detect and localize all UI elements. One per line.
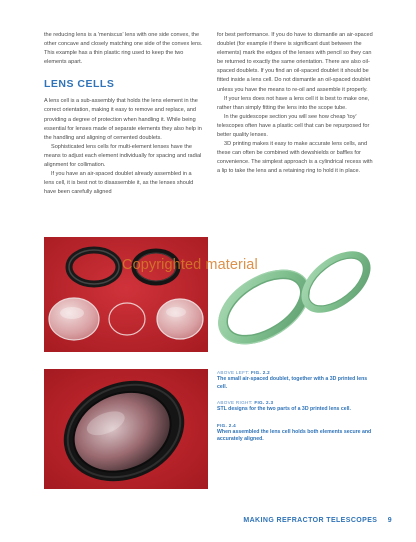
photo-assembled-lens-cell [44,369,208,489]
body-paragraph: A lens cell is a sub-assembly that holds the lens element in the correct orientation, making it easy to remove and replace, and providing a degree of protection when handling it. While being essential for lenses made of separate elements they also help in the handling and aligning of cemented doublets. [44,98,202,141]
photo-lens-parts [44,237,208,352]
copyright-watermark: Copyrighted material [122,257,258,273]
convex-lens [49,298,99,340]
caption-fig-number: FIG. 2.3 [254,400,274,406]
intro-paragraph: the reducing lens is a 'meniscus' lens with one side convex, the other concave and closely matching one side of the convex lens. This example has a thin plastic ring used to keep the two elements apart. [44,32,203,66]
caption-text: When assembled the lens cell holds both elements secure and accurately aligned. [217,428,372,443]
caption-text: STL designs for the two parts of a 3D printed lens cell. [217,406,351,413]
body-paragraph: If you have an air-spaced doublet already assembled in a lens cell, it is best not to disassemble it, as the lenses should have been carefully aligned [44,171,194,196]
lens-cell-design-illustration [216,237,378,352]
body-paragraph: In the guidescope section you will see how cheap 'toy' telescopes often have a plastic cell that can be repurposed for better quality lenses. [217,113,370,139]
section-heading: LENS CELLS [44,78,115,91]
caption-label [217,422,377,429]
caption-fig-2-3 [217,399,377,414]
caption-fig-number: FIG. 2.4 [217,422,236,428]
footer-section-title: MAKING REFRACTOR TELESCOPES [243,517,378,524]
caption-label [217,369,377,376]
retaining-ring-render [295,244,376,320]
body-paragraph: for best performance. If you do have to dismantle an air-spaced doublet (for example if there is significant dust between the elements) mark the edges of the lenses with pencil so they can be returned to exactly the same orientation. There are also oil-spaced doublets. If you find an oil-spaced doublet it should be fitted inside a lens cell. Do not dismantle an oil-spaced doublet unless you have the means to re-oil and assemble it properly. [217,32,373,93]
figure-captions [217,369,377,452]
lens-parts-illustration [44,237,208,352]
page-number: 9 [387,517,392,524]
meniscus-lens [157,299,203,339]
page-footer [243,516,392,526]
left-text-column [44,31,203,197]
caption-label [217,399,377,406]
caption-fig-2-4 [217,422,377,444]
caption-text: The small air-spaced doublet, together with a 3D printed lens cell. [217,376,368,390]
caption-fig-2-2 [217,369,377,391]
body-paragraph: Sophisticated lens cells for multi-element lenses have the means to adjust each element individually for spacing and radial alignment for collimation. [44,143,202,169]
assembled-lens-cell-illustration [44,369,208,489]
body-paragraph: If your lens does not have a lens cell it is best to make one, rather than simply fitting the lens into the scope tube. [217,95,370,111]
caption-position: ABOVE RIGHT: [217,400,253,406]
photo-lens-cell-designs [216,237,378,352]
body-paragraph: 3D printing makes it easy to make accurate lens cells, and these can often be combined with dewshields or baffles for convenience. The simplest approach is a cylindrical recess with a lip to take the lens and a retaining ring to hold it in place. [217,141,373,175]
caption-position: ABOVE LEFT: [217,370,250,375]
right-text-column [217,31,377,177]
caption-fig-number: FIG. 2.2 [250,370,270,375]
